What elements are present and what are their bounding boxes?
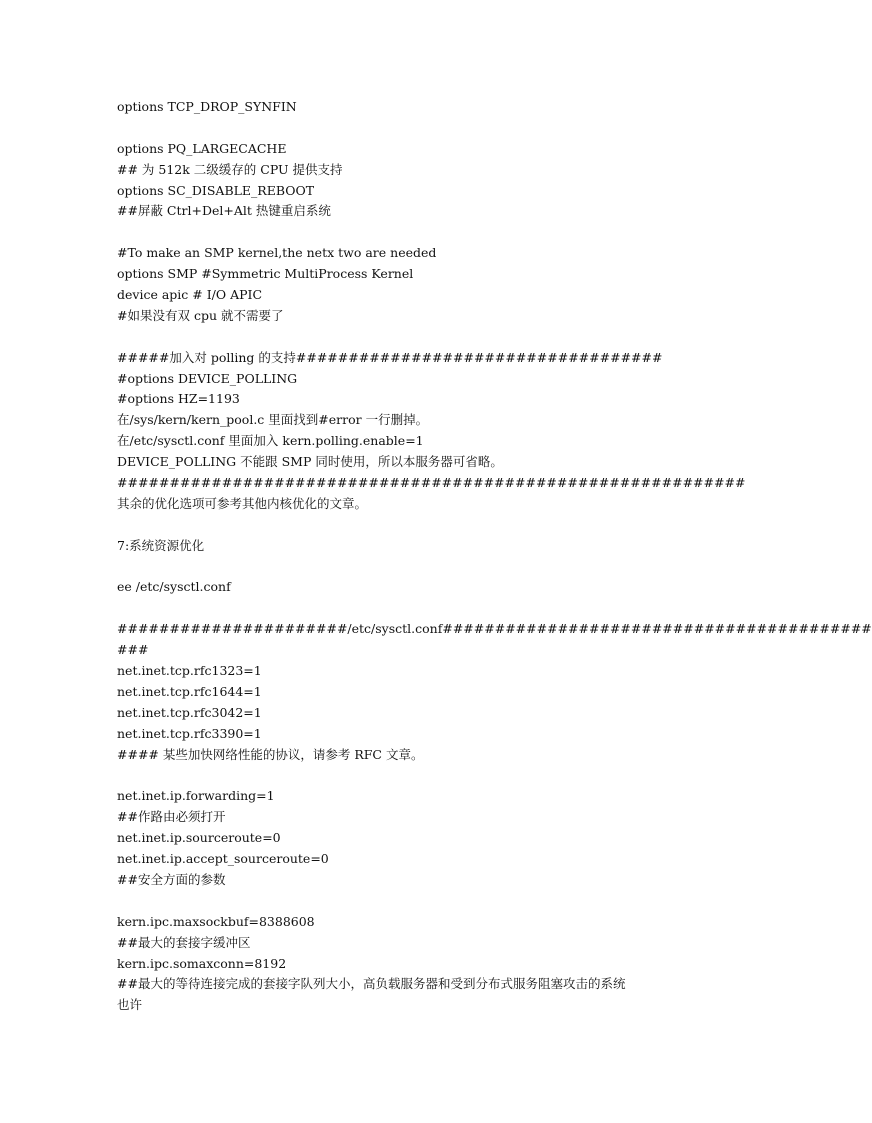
text-line: options SMP #Symmetric MultiProcess Kernel <box>117 266 414 282</box>
blank-line <box>117 598 687 619</box>
blank-line <box>117 891 687 912</box>
text-line: ##作路由必须打开 <box>117 809 226 825</box>
text-line: ### <box>117 642 149 658</box>
text-line: #### 某些加快网络性能的协议，请参考 RFC 文章。 <box>117 746 424 762</box>
text-line: #options DEVICE_POLLING <box>117 370 298 386</box>
text-line: net.inet.tcp.rfc1323=1 <box>117 663 262 679</box>
text-line: #如果没有双 cpu 就不需要了 <box>117 307 284 323</box>
text-line: net.inet.tcp.rfc1644=1 <box>117 683 262 699</box>
text-line: kern.ipc.maxsockbuf=8388608 <box>117 913 315 929</box>
text-line: net.inet.tcp.rfc3390=1 <box>117 725 262 741</box>
text-line: net.inet.tcp.rfc3042=1 <box>117 704 262 720</box>
text-line: net.inet.ip.accept_sourceroute=0 <box>117 851 329 867</box>
text-line: 在/sys/kern/kern_pool.c 里面找到#error 一行删掉。 <box>117 412 429 428</box>
text-line: ############################################################ <box>117 475 746 491</box>
text-line: ##最大的套接字缓冲区 <box>117 934 251 950</box>
text-line: options PQ_LARGECACHE <box>117 140 287 156</box>
blank-line <box>117 222 687 243</box>
text-line: net.inet.ip.sourceroute=0 <box>117 830 281 846</box>
blank-line <box>117 557 687 578</box>
section-heading: 7:系统资源优化 <box>117 537 205 553</box>
blank-line <box>117 118 687 139</box>
text-line: 也许 <box>117 997 143 1013</box>
text-line: net.inet.ip.forwarding=1 <box>117 788 275 804</box>
blank-line <box>117 515 687 536</box>
text-line: ##最大的等待连接完成的套接字队列大小，高负载服务器和受到分布式服务阻塞攻击的系统 <box>117 976 626 992</box>
text-line: #####加入对 polling 的支持################################### <box>117 349 663 365</box>
text-line: 其余的优化选项可参考其他内核优化的文章。 <box>117 495 368 511</box>
text-line: device apic # I/O APIC <box>117 287 263 303</box>
text-line: ##屏蔽 Ctrl+Del+Alt 热键重启系统 <box>117 203 331 219</box>
text-line: options SC_DISABLE_REBOOT <box>117 182 315 198</box>
text-line: #To make an SMP kernel,the netx two are needed <box>117 245 437 261</box>
blank-line <box>117 327 687 348</box>
blank-line <box>117 766 687 787</box>
text-line: DEVICE_POLLING 不能跟 SMP 同时使用，所以本服务器可省略。 <box>117 454 503 470</box>
text-line: kern.ipc.somaxconn=8192 <box>117 955 287 971</box>
text-line: #options HZ=1193 <box>117 391 240 407</box>
text-line: 在/etc/sysctl.conf 里面加入 kern.polling.enable=1 <box>117 433 424 449</box>
text-line: ##安全方面的参数 <box>117 871 226 887</box>
text-line: ######################/etc/sysctl.conf######################################### <box>117 621 872 637</box>
text-line: ## 为 512k 二级缓存的 CPU 提供支持 <box>117 161 343 177</box>
text-line: ee /etc/sysctl.conf <box>117 579 231 595</box>
text-line: options TCP_DROP_SYNFIN <box>117 99 297 114</box>
document-body <box>117 97 872 1016</box>
